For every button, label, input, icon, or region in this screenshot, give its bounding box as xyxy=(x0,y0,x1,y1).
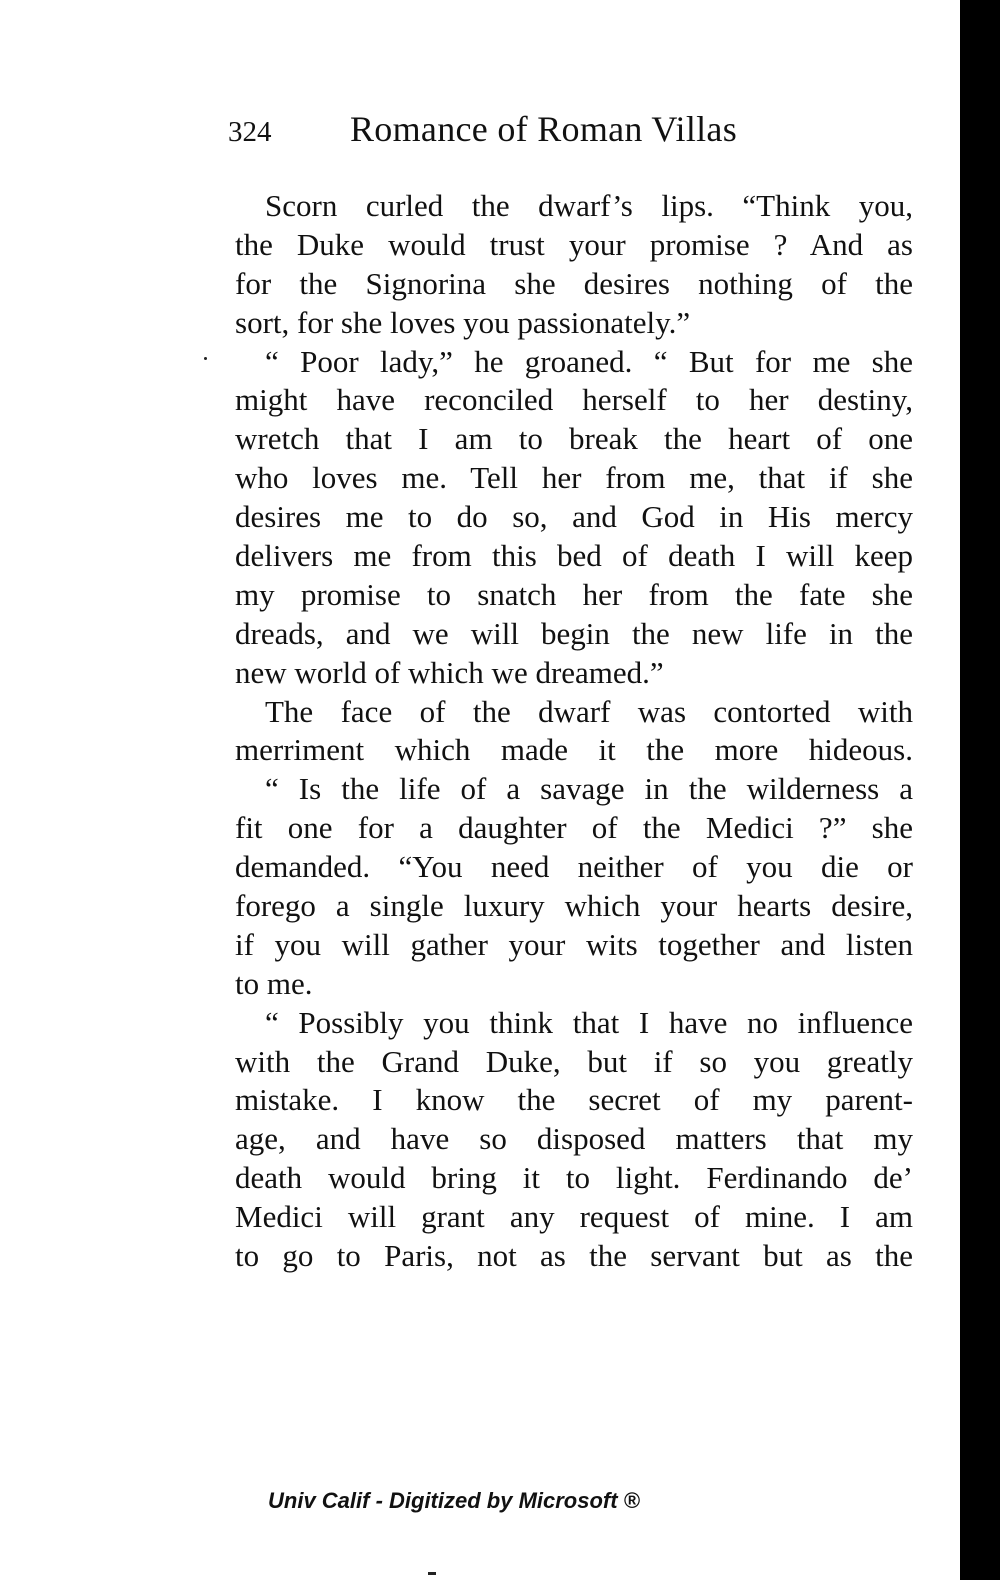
text-line: merriment which made it the more hideous. xyxy=(235,732,913,768)
running-title: Romance of Roman Villas xyxy=(350,109,738,149)
scan-speck xyxy=(428,1572,436,1575)
text-line: who loves me. Tell her from me, that if she xyxy=(235,460,913,496)
page-header xyxy=(228,108,828,158)
text-line: wretch that I am to break the heart of one xyxy=(235,421,913,457)
page-body xyxy=(235,187,913,1276)
text-line: forego a single luxury which your hearts desire, xyxy=(235,888,913,924)
text-line: Scorn curled the dwarf’s lips. “Think you, xyxy=(265,188,913,223)
text-line: for the Signorina she desires nothing of the xyxy=(235,265,913,301)
text-line: with the Grand Duke, but if so you greatly xyxy=(235,1043,913,1079)
text-line: to me. xyxy=(235,965,313,1001)
text-line: Medici will grant any request of mine. I am xyxy=(235,1199,913,1235)
digitization-watermark: Univ Calif - Digitized by Microsoft ® xyxy=(268,1488,640,1513)
text-line: “ Is the life of a savage in the wilderness a xyxy=(265,771,913,807)
text-line: dreads, and we will begin the new life in the xyxy=(235,615,913,651)
scan-edge-shadow xyxy=(960,0,1000,1580)
text-line: the Duke would trust your promise ? And as xyxy=(235,226,913,262)
text-line: sort, for she loves you passionately.” xyxy=(235,304,691,340)
text-line: “ Poor lady,” he groaned. “ But for me she xyxy=(265,343,913,379)
text-line: new world of which we dreamed.” xyxy=(235,654,664,690)
page-number: 324 xyxy=(228,116,272,148)
text-line: might have reconciled herself to her destiny, xyxy=(235,382,913,418)
text-line: The face of the dwarf was contorted with xyxy=(265,693,913,729)
text-line: demanded. “You need neither of you die or xyxy=(235,849,913,885)
text-line: age, and have so disposed matters that my xyxy=(235,1121,913,1157)
text-line: “ Possibly you think that I have no influence xyxy=(265,1004,913,1040)
text-line: desires me to do so, and God in His mercy xyxy=(235,499,913,535)
text-line: to go to Paris, not as the servant but as the xyxy=(235,1238,913,1274)
text-line: if you will gather your wits together and listen xyxy=(235,926,913,962)
scan-speck xyxy=(204,357,207,360)
text-line: fit one for a daughter of the Medici ?” she xyxy=(235,810,913,846)
text-line: death would bring it to light. Ferdinando de’ xyxy=(235,1160,913,1196)
text-line: my promise to snatch her from the fate she xyxy=(235,576,913,612)
text-line: delivers me from this bed of death I will keep xyxy=(235,538,913,574)
text-line: mistake. I know the secret of my parent- xyxy=(235,1082,913,1118)
